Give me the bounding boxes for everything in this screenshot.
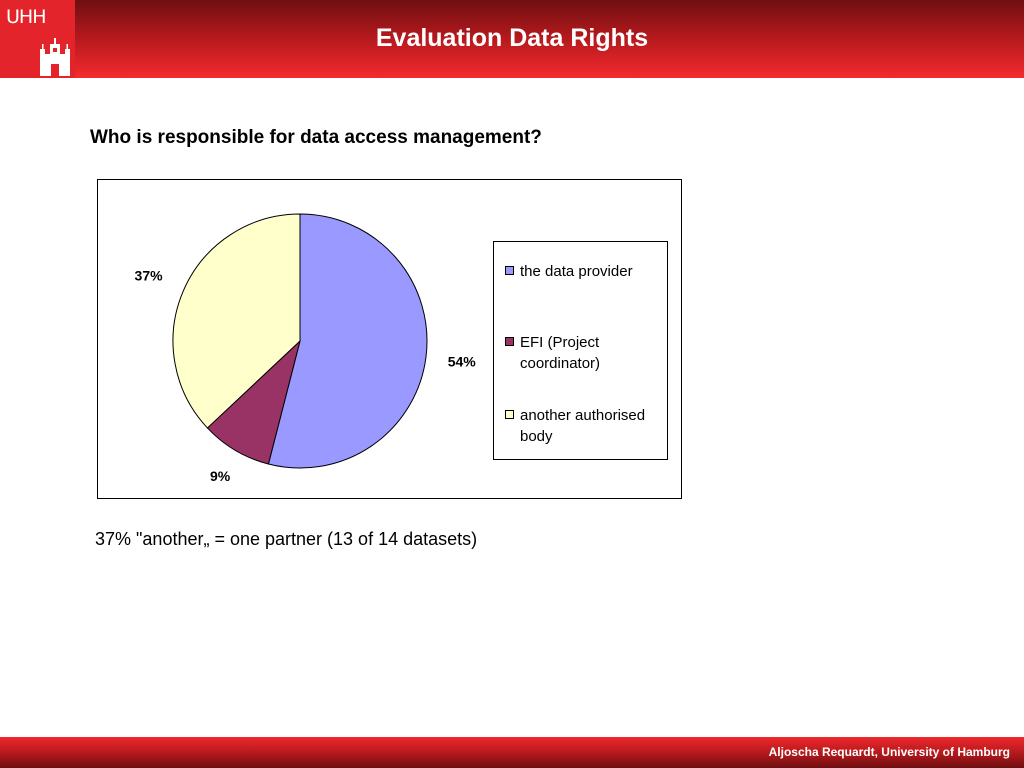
pie-data-label-2: 37% bbox=[134, 267, 163, 284]
pie-data-label-1: 9% bbox=[209, 468, 231, 485]
footer-bar bbox=[0, 737, 1024, 768]
chart-question: Who is responsible for data access management? bbox=[90, 127, 542, 148]
legend-label: the data provider bbox=[520, 263, 633, 280]
chart-frame bbox=[97, 179, 682, 499]
chart-legend bbox=[493, 241, 668, 460]
legend-item-data-provider bbox=[505, 261, 665, 282]
legend-item-efi bbox=[505, 332, 665, 374]
legend-label: another authorised body bbox=[520, 407, 646, 445]
legend-swatch bbox=[505, 410, 514, 419]
footnote-text: 37% "another„ = one partner (13 of 14 datasets) bbox=[95, 529, 478, 549]
legend-label: EFI (Project coordinator) bbox=[520, 334, 601, 372]
page-title: Evaluation Data Rights bbox=[375, 24, 649, 52]
footer-author: Aljoscha Requardt, University of Hamburg bbox=[768, 745, 1010, 759]
header-bar bbox=[0, 0, 1024, 78]
legend-item-another-body bbox=[505, 405, 665, 447]
pie-data-label-0: 54% bbox=[447, 353, 476, 370]
legend-swatch bbox=[505, 337, 514, 346]
legend-swatch bbox=[505, 266, 514, 275]
logo-text: UHH bbox=[6, 6, 46, 28]
